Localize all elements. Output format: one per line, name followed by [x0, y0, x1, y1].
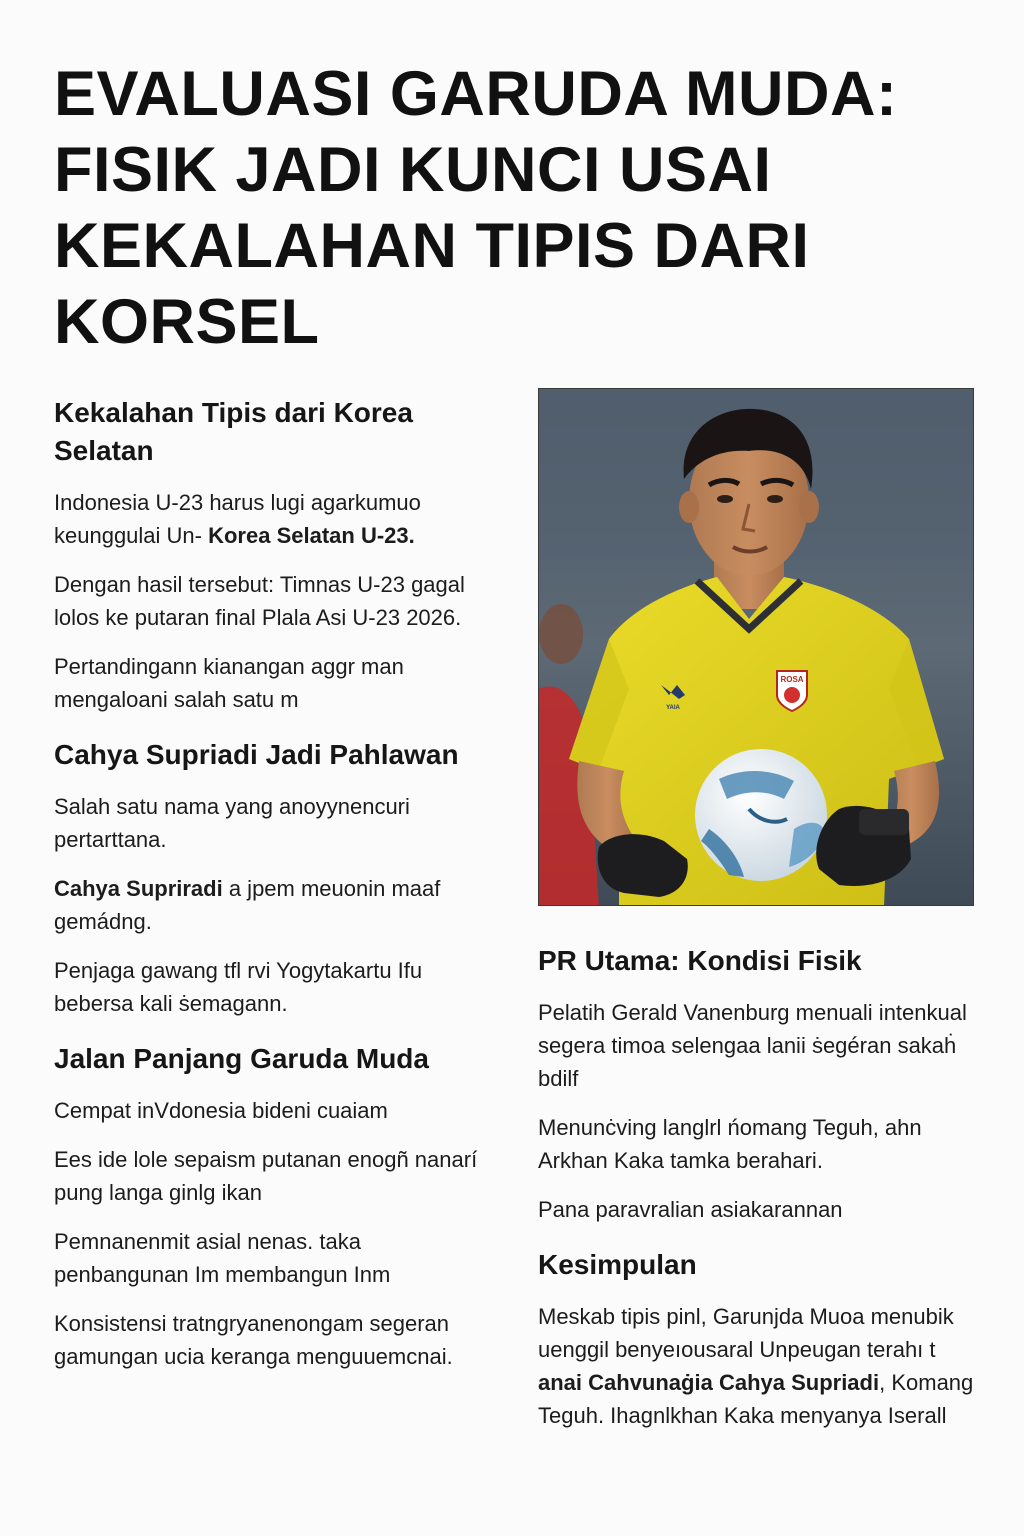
- section-heading: PR Utama: Kondisi Fisik: [538, 945, 862, 976]
- article-headline: EVALUASI GARUDA MUDA: FISIK JADI KUNCI USAI KEKALAHAN TIPIS DARI KORSEL: [54, 59, 898, 357]
- paragraph: Pemnanenmit asial nenas. taka penbangunan Im membangun Inm: [54, 1229, 391, 1287]
- paragraph: Penjaga gawang tfl rvi Yogytakartu Ifu bebersa kali ṡemagann.: [54, 958, 423, 1016]
- paragraph: Salah satu nama yang anoyynencuri pertarttana.: [54, 794, 410, 852]
- paragraph: Menunċving langlrl ńomang Teguh, ahn Arkhan Kaka tamka berahari.: [538, 1115, 922, 1173]
- paragraph: Ees ide lole sepaism putanan enogñ nanarí pung langa ginlg ikan: [54, 1147, 478, 1205]
- section-kekalahan-tipis: [54, 394, 494, 716]
- section-heading: Cahya Supriadi Jadi Pahlawan: [54, 739, 459, 770]
- right-sections: [538, 942, 974, 1432]
- section-heading: Kesimpulan: [538, 1249, 697, 1280]
- paragraph: Cahya Supriradi a jpem meuonin maaf gemádng.: [54, 876, 441, 934]
- paragraph: Pelatih Gerald Vanenburg menuali intenkual segera timoa selengaa lanii ṡegéran sakaḣ bdilf: [538, 1000, 967, 1091]
- section-cahya-supriadi: [54, 736, 494, 1020]
- section-heading: Kekalahan Tipis dari Korea Selatan: [54, 397, 413, 466]
- brand-logo-text: YAIA: [666, 705, 680, 711]
- bold-text: anai Cahvunaġia Cahya Supriadi: [538, 1370, 880, 1395]
- paragraph: Indonesia U-23 harus lugi agarkumuo keunggulai Un- Korea Selatan U-23.: [54, 490, 421, 548]
- paragraph: Meskab tipis pinl, Garunjda Muoa menubik uenggil benyeıousaral Unpeugan terahı t anai Cahvunaġia Cahya Supriadi, Komang Teguh. Ihagnlkhan Kaka menyanya Iserall: [538, 1304, 974, 1428]
- paragraph: Pana paravralian asiakarannan: [538, 1197, 843, 1222]
- paragraph: Cempat inVdonesia bideni cuaiam: [54, 1098, 388, 1123]
- paragraph: Konsistensi tratngryanenongam segeran gamungan ucia keranga menguuemcnai.: [54, 1311, 453, 1369]
- section-kesimpulan: [538, 1246, 974, 1432]
- section-heading: Jalan Panjang Garuda Muda: [54, 1043, 429, 1074]
- goalkeeper-photo: [538, 388, 974, 906]
- bold-text: Korea Selatan U-23.: [208, 523, 415, 548]
- paragraph: Pertandingann kianangan aggr man mengaloani salah satu m: [54, 654, 404, 712]
- paragraph: Dengan hasil tersebut: Timnas U-23 gagal lolos ke putaran final Plala Asi U-23 2026.: [54, 572, 465, 630]
- badge-text: ROSA: [780, 675, 804, 684]
- section-jalan-panjang: [54, 1040, 494, 1373]
- left-column: [54, 394, 494, 1393]
- bold-text: Cahya Supriradi: [54, 876, 223, 901]
- section-pr-utama: [538, 942, 974, 1226]
- right-column: [538, 388, 974, 1452]
